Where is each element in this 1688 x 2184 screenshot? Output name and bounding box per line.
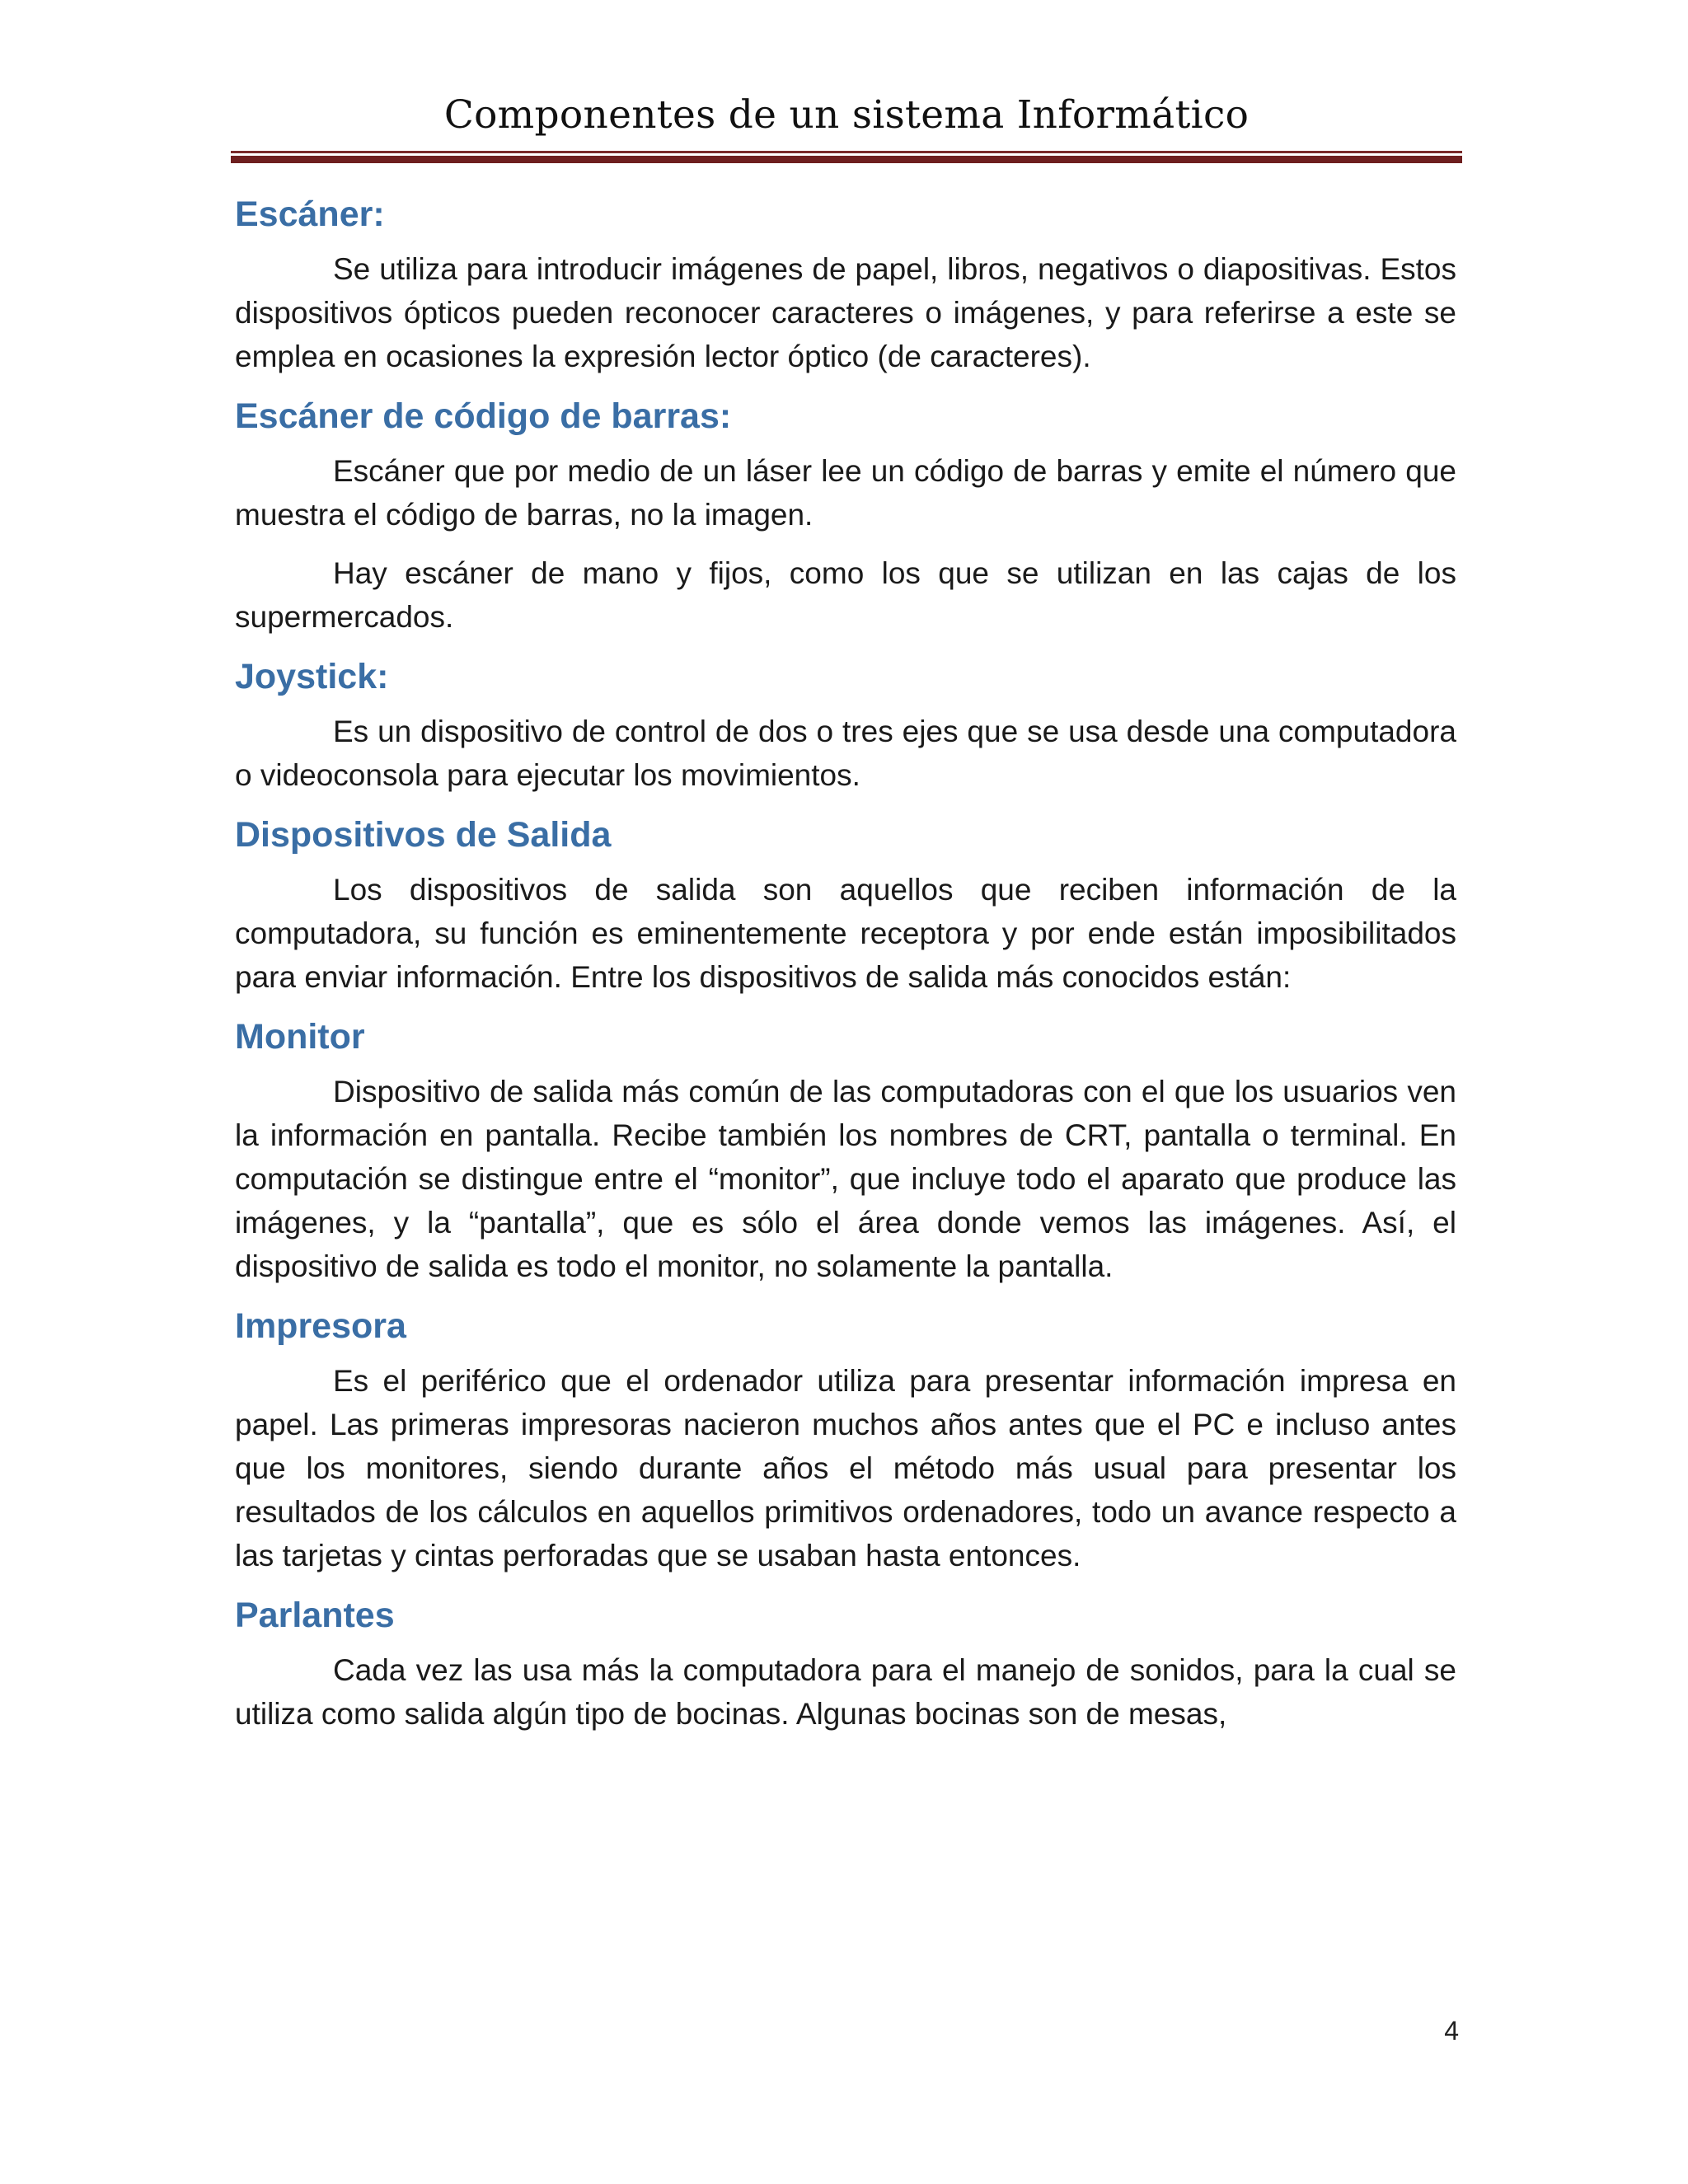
header-rule-thick (231, 156, 1462, 163)
section-escaner (235, 191, 1456, 378)
section-heading: Escáner de código de barras: (235, 396, 732, 436)
section-monitor (235, 1014, 1456, 1288)
section-impresora (235, 1303, 1456, 1577)
section-dispositivos-salida (235, 812, 1456, 999)
section-heading: Escáner: (235, 194, 385, 234)
paragraph: Hay escáner de mano y fijos, como los que se utilizan en las cajas de los supermercados. (235, 556, 1456, 634)
paragraph: Dispositivo de salida más común de las computadoras con el que los usuarios ven la información en pantalla. Recibe también los nombres de CRT, pantalla o terminal. En computación se distingue entre el “monitor”, que incluye todo el aparato que produce las imágenes, y la “pantalla”, que es sólo el área donde vemos las imágenes. Así, el dispositivo de salida es todo el monitor, no solamente la pantalla. (235, 1075, 1456, 1283)
page-header-title: Componentes de un sistema Informático (443, 92, 1250, 138)
paragraph: Se utiliza para introducir imágenes de papel, libros, negativos o diapositivas. Estos dispositivos ópticos pueden reconocer caracteres o imágenes, y para referirse a este se emplea en ocasiones la expresión lector óptico (de caracteres). (235, 252, 1456, 373)
page-number: 4 (1444, 2016, 1459, 2046)
section-escaner-codigo-barras (235, 393, 1456, 639)
section-heading: Monitor (235, 1017, 365, 1057)
section-heading: Parlantes (235, 1596, 395, 1635)
section-heading: Impresora (235, 1306, 406, 1346)
paragraph: Escáner que por medio de un láser lee un código de barras y emite el número que muestra el código de barras, no la imagen. (235, 454, 1456, 532)
paragraph: Cada vez las usa más la computadora para el manejo de sonidos, para la cual se utiliza como salida algún tipo de bocinas. Algunas bocinas son de mesas, (235, 1653, 1456, 1731)
document-body (235, 191, 1456, 1750)
paragraph: Es el periférico que el ordenador utiliza para presentar información impresa en papel. Las primeras impresoras nacieron muchos años antes que el PC e incluso antes que los monitores, siendo durante años el método más usual para presentar los resultados de los cálculos en aquellos primitivos ordenadores, todo un avance respecto a las tarjetas y cintas perforadas que se usaban hasta entonces. (235, 1364, 1456, 1572)
section-parlantes (235, 1592, 1456, 1736)
paragraph: Es un dispositivo de control de dos o tres ejes que se usa desde una computadora o videoconsola para ejecutar los movimientos. (235, 715, 1456, 792)
section-heading: Joystick: (235, 657, 389, 696)
section-heading: Dispositivos de Salida (235, 815, 612, 855)
header-rule-thin (231, 151, 1462, 153)
section-joystick (235, 654, 1456, 797)
paragraph: Los dispositivos de salida son aquellos que reciben información de la computadora, su función es eminentemente receptora y por ende están imposibilitados para enviar información. Entre los dispositivos de salida más conocidos están: (235, 873, 1456, 994)
